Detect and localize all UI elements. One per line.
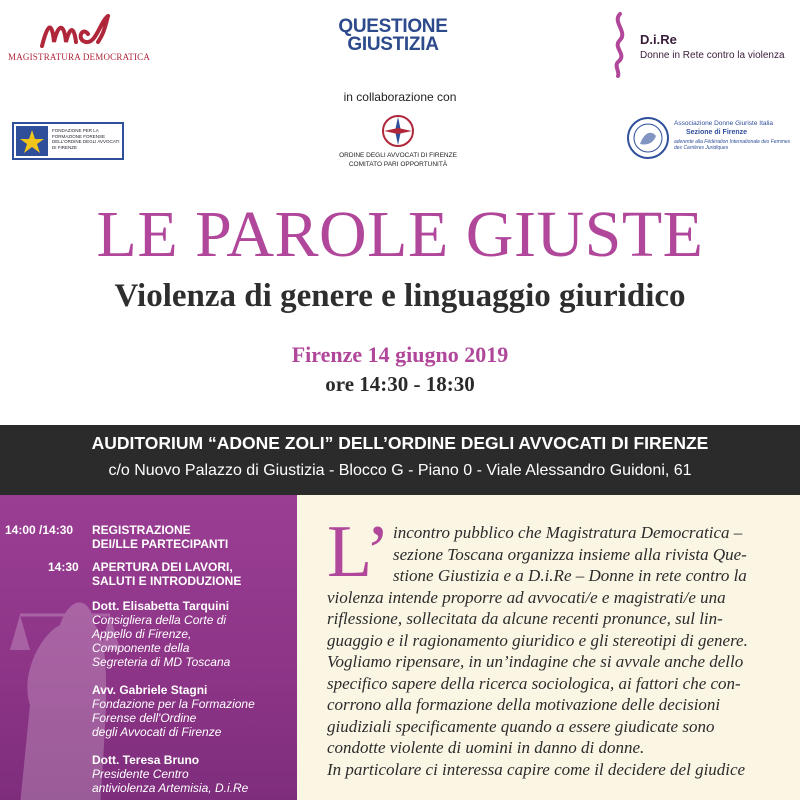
speaker1-role-line1: Consigliera della Corte di — [92, 613, 227, 627]
adgi-seal-icon — [626, 116, 670, 160]
intro-line: In particolare ci interessa capire come il decidere del giudice — [327, 759, 746, 779]
event-time: ore 14:30 - 18:30 — [325, 372, 475, 396]
intro-line: Vogliamo ripensare, in un’indagine che si avvale anche dello — [327, 652, 744, 671]
event-date: Firenze 14 giugno 2019 — [291, 342, 509, 367]
adgi-logo — [626, 116, 796, 166]
session1-title-line1: REGISTRAZIONE — [92, 523, 191, 537]
session2-title-line1: APERTURA DEI LAVORI, — [92, 560, 233, 574]
intro-line: stione Giustizia e a D.i.Re – Donne in rete contro la — [393, 566, 747, 585]
md-logo — [8, 12, 151, 62]
ordine-line1: ORDINE DEGLI AVVOCATI DI FIRENZE — [339, 152, 457, 159]
adgi-line1: Associazione Donne Giuriste Italia — [674, 120, 773, 127]
session1-title-line2: DEI/LLE PARTECIPANTI — [92, 537, 229, 551]
fondazione-text: FONDAZIONE PER LA FORMAZIONE FORENSE DELL'ORDINE DEGLI AVVOCATI DI FIRENZE — [52, 128, 120, 150]
intro-panel — [297, 495, 800, 800]
collaboration-label: in collaborazione con — [343, 90, 457, 104]
dire-name: D.i.Re — [640, 32, 677, 47]
intro-line: giudiziali specificamente quando a essere giudicate sono — [327, 716, 715, 736]
speaker1-role-line4: Segreteria di MD Toscana — [92, 655, 231, 669]
intro-line: guaggio e il ragionamento giuridico e gli stereotipi di genere. — [327, 630, 748, 650]
dire-logo — [608, 10, 798, 80]
session2-title-line2: SALUTI E INTRODUZIONE — [92, 574, 242, 588]
intro-line: violenza intende proporre ad avvocati/e e magistrati/e una — [327, 587, 726, 607]
speaker2-role-line3: degli Avvocati di Firenze — [92, 725, 222, 739]
qg-line1: QUESTIONE — [338, 16, 448, 37]
intro-line: sezione Toscana organizza insieme alla rivista Que- — [393, 544, 747, 564]
speaker2-role-line1: Fondazione per la Formazione — [92, 697, 255, 711]
intro-line: condotte violente di uomini in danno di donne. — [327, 738, 645, 757]
event-title: LE PAROLE GIUSTE — [96, 198, 704, 271]
session1-time: 14:00 /14:30 — [5, 523, 74, 537]
venue-banner — [0, 425, 800, 495]
intro-line: incontro pubblico che Magistratura Democratica – — [393, 523, 743, 542]
compass-emblem-icon — [381, 114, 415, 148]
venue-name: AUDITORIUM “ADONE ZOLI” DELL’ORDINE DEGLI AVVOCATI DI FIRENZE — [91, 433, 709, 453]
intro-line: corrono alla formazione della motivazione delle decisioni — [327, 695, 721, 714]
md-logo-mark — [38, 12, 128, 52]
speaker3-name: Dott. Teresa Bruno — [92, 753, 200, 767]
dire-logo-mark — [608, 10, 638, 80]
intro-dropcap: L’ — [327, 511, 391, 593]
star-icon — [16, 126, 48, 156]
ordine-logo — [318, 114, 478, 174]
qg-line2: GIUSTIZIA — [347, 34, 439, 55]
dire-tagline: Donne in Rete contro la violenza — [640, 50, 785, 61]
questione-giustizia-logo — [318, 18, 468, 54]
intro-line: riflessione, sollecitata da alcune recenti pronunce, sul lin- — [327, 609, 723, 628]
session2-time: 14:30 — [48, 560, 79, 574]
adgi-line2: Sezione di Firenze — [686, 129, 748, 136]
speaker1-role-line3: Componente della — [92, 641, 190, 655]
speaker2-name: Avv. Gabriele Stagni — [92, 683, 208, 697]
speaker1-role-line2: Appello di Firenze, — [92, 627, 192, 641]
speaker2-role-line2: Forense dell'Ordine — [92, 711, 197, 725]
speaker3-role-line2: antiviolenza Artemisia, D.i.Re — [92, 781, 249, 795]
program-panel — [0, 495, 297, 800]
fondazione-logo — [12, 122, 124, 160]
md-logo-caption: MAGISTRATURA DEMOCRATICA — [8, 52, 151, 62]
intro-paragraph — [327, 522, 793, 780]
speaker1-name: Dott. Elisabetta Tarquini — [92, 599, 230, 613]
venue-address: c/o Nuovo Palazzo di Giustizia - Blocco G - Piano 0 - Viale Alessandro Guidoni, 61 — [108, 462, 692, 479]
adgi-line3: aderente alla Fédération Internationale des Femmes des Carrières Juridiques — [674, 139, 791, 151]
intro-line: specifico sapere della ricerca sociologica, ai fattori che con- — [327, 673, 741, 693]
speaker3-role-line1: Presidente Centro — [92, 767, 189, 781]
ordine-line2: COMITATO PARI OPPORTUNITÀ — [348, 161, 448, 168]
event-subtitle: Violenza di genere e linguaggio giuridico — [114, 278, 686, 314]
